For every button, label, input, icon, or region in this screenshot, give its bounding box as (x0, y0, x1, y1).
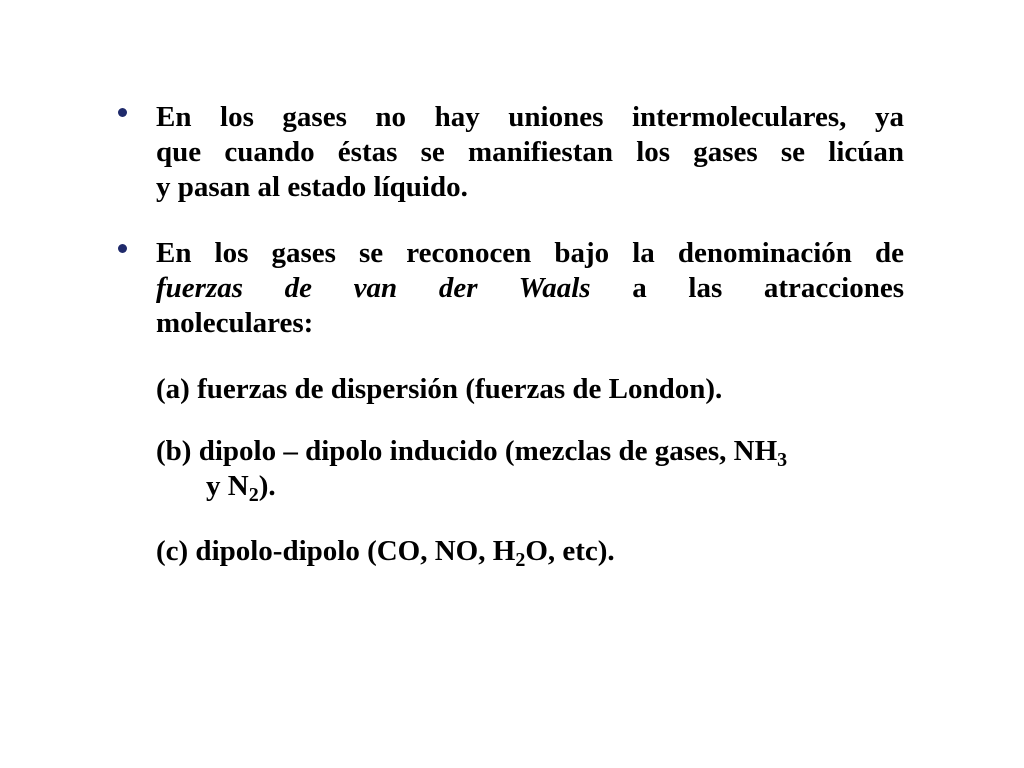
item-c (156, 534, 916, 569)
bullet-1-line-1: En los gases no hay uniones intermoleculares, ya (156, 101, 904, 133)
item-b-line-1-text: (b) dipolo – dipolo inducido (mezclas de gases, NH (156, 435, 778, 467)
bullet-2-line-2-rest: a las atracciones (632, 272, 905, 304)
bullet-1-line-3: y pasan al estado líquido. (156, 171, 468, 203)
item-c-subscript: 2 (515, 549, 526, 571)
item-b (156, 434, 916, 504)
item-c-text: (c) dipolo-dipolo (CO, NO, H (156, 535, 516, 567)
item-b-line-1 (156, 434, 916, 469)
item-a (156, 372, 916, 407)
item-a-text: (a) fuerzas de dispersión (fuerzas de London). (156, 373, 723, 405)
van-der-waals-term: fuerzas de van der Waals (156, 272, 591, 304)
item-b-line-2 (156, 469, 916, 504)
bullet-dot-icon (118, 108, 127, 117)
bullet-2 (156, 236, 904, 341)
item-c-text-end: O, etc). (525, 535, 615, 567)
item-b-line-2-text: y N (206, 470, 249, 502)
item-b-line-2-end: ). (258, 470, 276, 502)
bullet-1-line-2: que cuando éstas se manifiestan los gases se licúan (156, 136, 904, 168)
bullet-dot-icon (118, 244, 127, 253)
bullet-2-line-2 (156, 271, 904, 306)
item-b-subscript-1: 3 (777, 449, 788, 471)
bullet-1 (156, 100, 904, 205)
bullet-2-line-3: moleculares: (156, 307, 314, 339)
item-b-subscript-2: 2 (248, 484, 259, 506)
bullet-2-line-1: En los gases se reconocen bajo la denominación de (156, 237, 904, 269)
